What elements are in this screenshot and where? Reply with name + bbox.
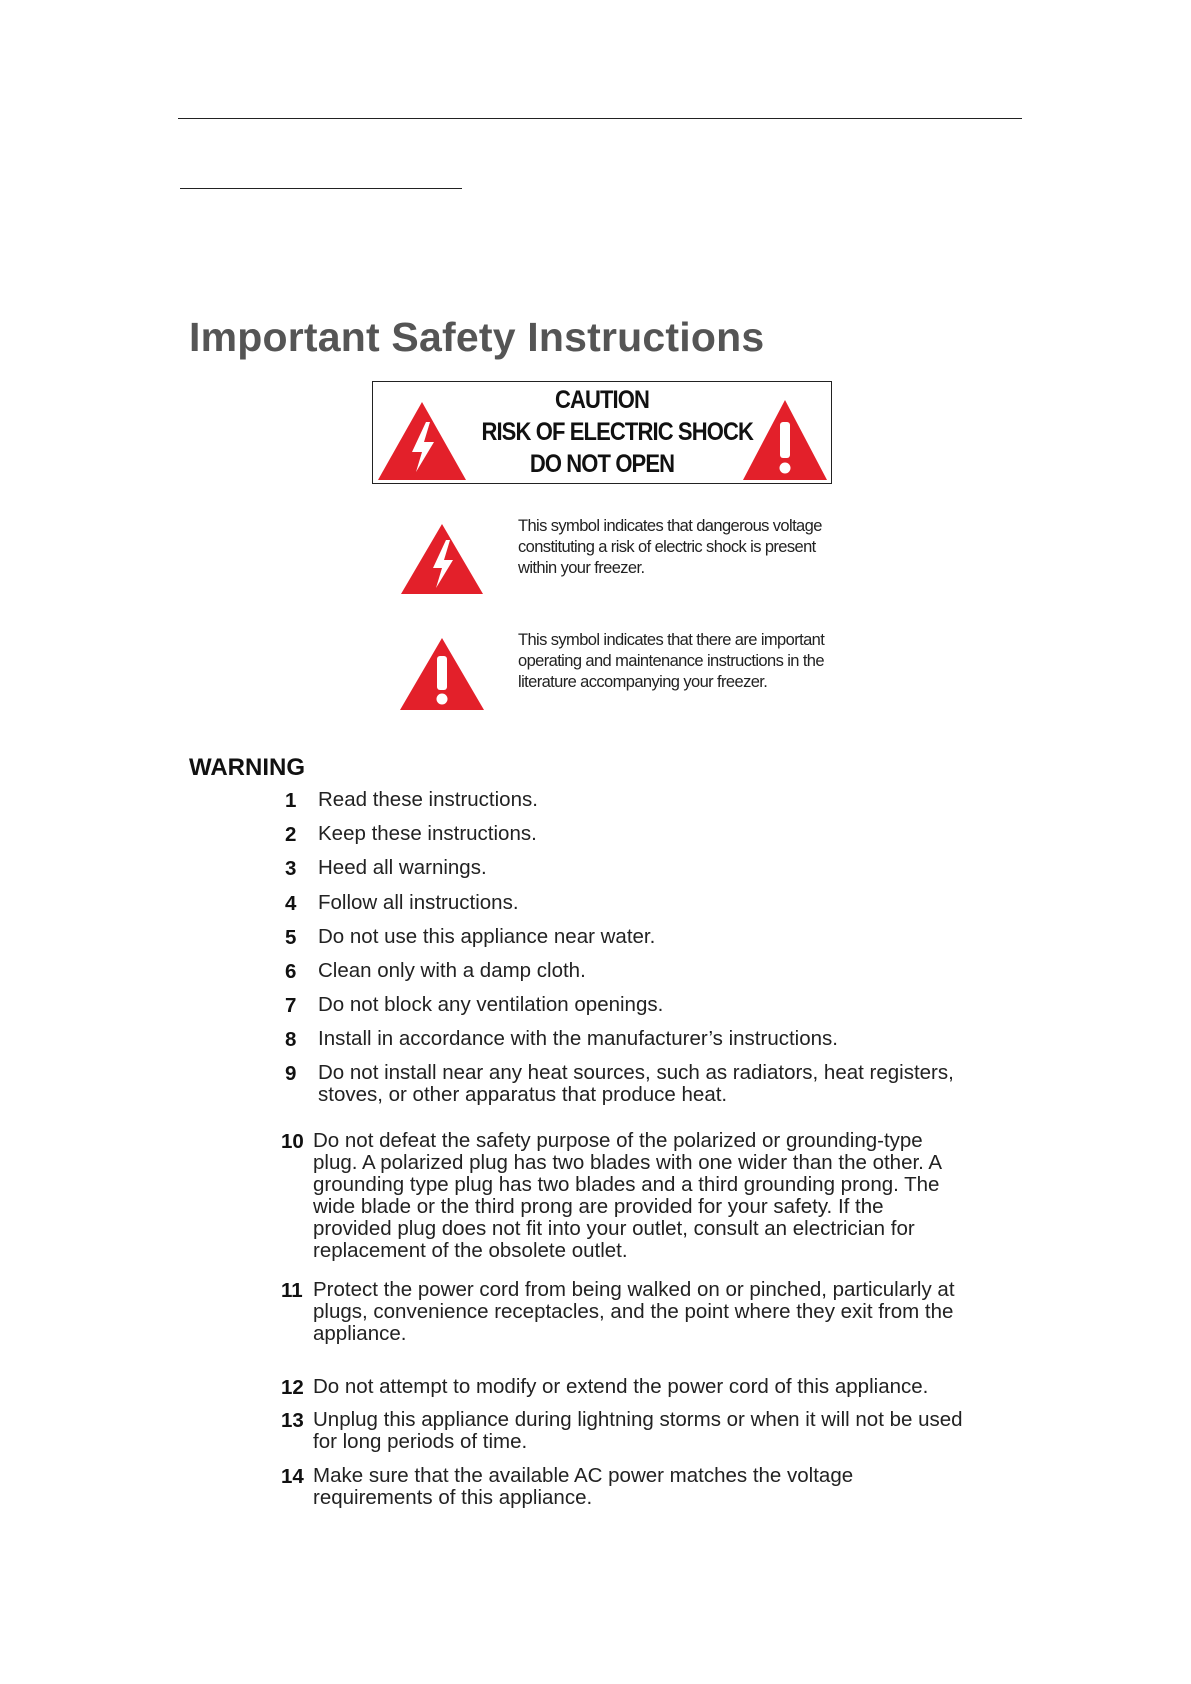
instruction-text: Clean only with a damp cloth. — [318, 959, 586, 982]
caution-line-3: DO NOT OPEN — [529, 450, 675, 478]
instruction-number: 5 — [285, 926, 297, 949]
instruction-text: Do not defeat the safety purpose of the polarized or grounding-type plug. A polarized plug has two blades with one wider than the other. A grounding type plug has two blades and a third grounding prong. The wide blade or the third prong are provided for your safety. If the provided plug does not fit into your outlet, consult an electrician for replacement of the obsolete outlet. — [313, 1129, 941, 1262]
caution-line-1: CAUTION — [554, 386, 650, 414]
instruction-number: 12 — [281, 1376, 304, 1399]
instruction-text: Heed all warnings. — [318, 856, 487, 879]
page-title: Important Safety Instructions — [189, 314, 765, 360]
instruction-text: Read these instructions. — [318, 788, 538, 811]
instruction-text: Do not attempt to modify or extend the power cord of this appliance. — [313, 1375, 929, 1398]
instruction-number: 13 — [281, 1409, 304, 1432]
instruction-text: Do not use this appliance near water. — [318, 925, 656, 948]
caution-label — [372, 381, 832, 484]
lightning-warning-icon — [399, 522, 485, 596]
exclamation-warning-icon — [741, 398, 829, 482]
instruction-text: Follow all instructions. — [318, 891, 519, 914]
instruction-text: Protect the power cord from being walked on or pinched, particularly at plugs, convenience receptacles, and the point where they exit from the appliance. — [313, 1278, 955, 1345]
instruction-number: 14 — [281, 1465, 304, 1488]
instruction-number: 11 — [281, 1279, 303, 1302]
header-rule — [178, 118, 1022, 119]
instruction-number: 10 — [281, 1130, 304, 1153]
instruction-text: Do not install near any heat sources, such as radiators, heat registers, stoves, or other apparatus that produce heat. — [318, 1061, 954, 1106]
instruction-number: 2 — [285, 823, 297, 846]
exclamation-warning-icon — [398, 636, 486, 712]
instruction-text: Install in accordance with the manufacturer’s instructions. — [318, 1027, 838, 1050]
instruction-number: 8 — [285, 1028, 297, 1051]
instruction-number: 4 — [285, 892, 297, 915]
instruction-number: 7 — [285, 994, 297, 1017]
exclamation-symbol-description: This symbol indicates that there are important operating and maintenance instructions in the literature accompanying your freezer. — [518, 631, 825, 691]
instruction-number: 9 — [285, 1062, 297, 1085]
instruction-text: Make sure that the available AC power matches the voltage requirements of this appliance. — [313, 1464, 854, 1509]
instruction-number: 6 — [285, 960, 297, 983]
lightning-warning-icon — [376, 400, 468, 482]
instruction-text: Keep these instructions. — [318, 822, 537, 845]
instruction-text: Unplug this appliance during lightning storms or when it will not be used for long periods of time. — [313, 1408, 963, 1453]
caution-line-2: RISK OF ELECTRIC SHOCK — [481, 418, 753, 446]
instruction-number: 3 — [285, 857, 297, 880]
section-rule — [180, 188, 462, 189]
instruction-text: Do not block any ventilation openings. — [318, 993, 664, 1016]
lightning-symbol-description: This symbol indicates that dangerous voltage constituting a risk of electric shock is present within your freezer. — [518, 517, 822, 577]
warning-heading: WARNING — [189, 754, 305, 781]
caution-text — [481, 384, 753, 480]
instruction-number: 1 — [285, 789, 297, 812]
